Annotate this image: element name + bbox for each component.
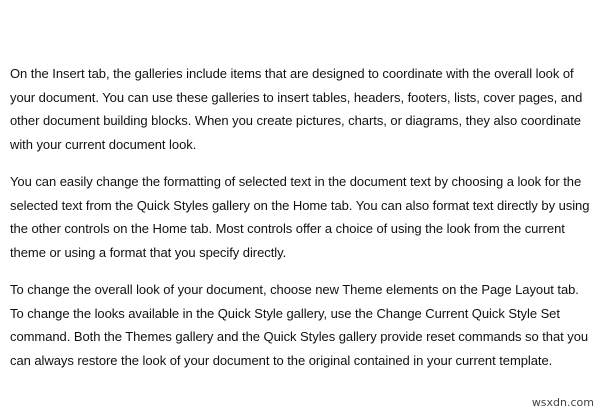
- paragraph-theme: To change the overall look of your document, choose new Theme elements on the Page Layout tab. To change the looks available in the Quick Style gallery, use the Change Current Quick Style Set command. Both the Themes gallery and the Quick Styles gallery provide reset commands so that you can always restore the look of your document to the original contained in your current template.: [10, 282, 589, 368]
- document-body: [10, 62, 594, 372]
- watermark: wsxdn.com: [531, 396, 594, 409]
- paragraph-insert-tab: On the Insert tab, the galleries include items that are designed to coordinate with the overall look of your document. You can use these galleries to insert tables, headers, footers, lists, cover pages, and other document building blocks. When you create pictures, charts, or diagrams, they also coordinate with your current document look.: [10, 66, 583, 152]
- paragraph-formatting: You can easily change the formatting of selected text in the document text by choosing a look for the selected text from the Quick Styles gallery on the Home tab. You can also format text directly by using the other controls on the Home tab. Most controls offer a choice of using the look from the current theme or using a format that you specify directly.: [10, 174, 590, 260]
